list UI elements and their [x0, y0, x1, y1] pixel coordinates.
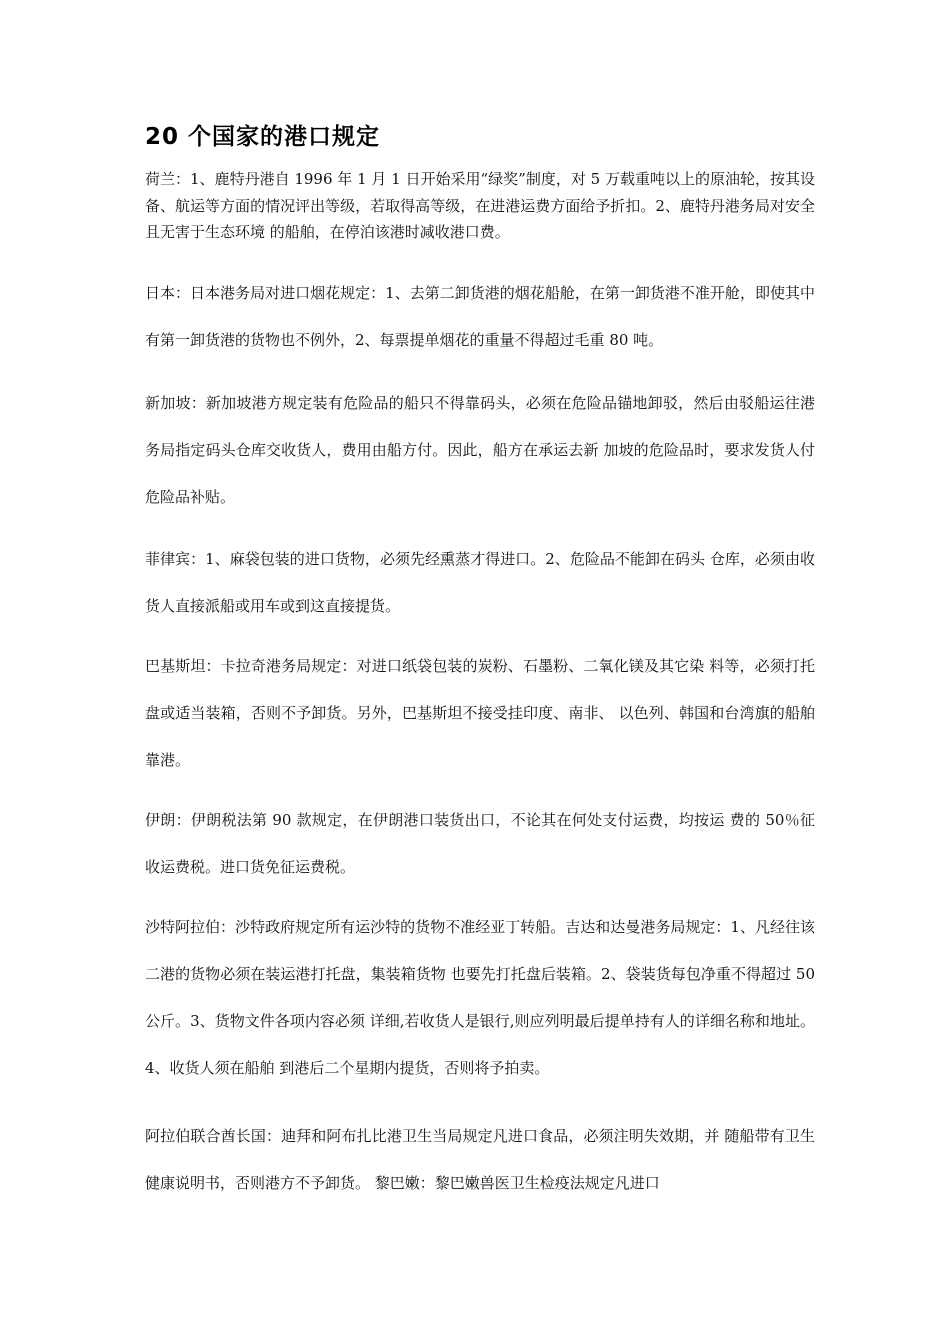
paragraph-japan: 日本：日本港务局对进口烟花规定：1、去第二卸货港的烟花船舱，在第一卸货港不准开舱，即使其中有第一卸货港的货物也不例外，2、每票提单烟花的重量不得超过毛重 80 吨。: [145, 284, 815, 349]
paragraph-iran: 伊朗：伊朗税法第 90 款规定，在伊朗港口装货出口，不论其在何处支付运费，均按运 费的 50％征收运费税。进口货免征运费税。: [145, 811, 815, 876]
paragraph-uae-lebanon: 阿拉伯联合酋长国：迪拜和阿布扎比港卫生当局规定凡进口食品，必须注明失效期，并 随船带有卫生健康说明书，否则港方不予卸货。 黎巴嫩：黎巴嫩兽医卫生检疫法规定凡进口: [145, 1127, 815, 1192]
paragraph-pakistan: 巴基斯坦：卡拉奇港务局规定：对进口纸袋包装的炭粉、石墨粉、二氧化镁及其它染 料等，必须打托盘或适当装箱，否则不予卸货。另外，巴基斯坦不接受挂印度、南非、 以色列、韩国和台湾旗的船舶靠港。: [145, 657, 815, 769]
paragraph-philippines: 菲律宾：1、麻袋包装的进口货物，必须先经熏蒸才得进口。2、危险品不能卸在码头 仓库，必须由收货人直接派船或用车或到这直接提货。: [145, 550, 815, 615]
paragraph-singapore: 新加坡：新加坡港方规定装有危险品的船只不得靠码头，必须在危险品锚地卸驳，然后由驳船运往港务局指定码头仓库交收货人，费用由船方付。因此，船方在承运去新 加坡的危险品时，要求发货人付危险品补贴。: [145, 394, 815, 506]
document-title: 20 个国家的港口规定: [145, 124, 381, 150]
paragraph-netherlands: 荷兰：1、鹿特丹港自 1996 年 1 月 1 日开始采用“绿奖”制度，对 5 万载重吨以上的原油轮，按其设备、航运等方面的情况评出等级，若取得高等级，在进港运费方面给予折扣。2、鹿特丹港务局对安全且无害于生态环境 的船舶，在停泊该港时减收港口费。: [145, 170, 815, 241]
paragraph-saudi-arabia: 沙特阿拉伯：沙特政府规定所有运沙特的货物不准经亚丁转船。吉达和达曼港务局规定：1、凡经往该二港的货物必须在装运港打托盘，集装箱货物 也要先打托盘后装箱。2、袋装货每包净重不得超过 50 公斤。3、货物文件各项内容必须 详细,若收货人是银行,则应列明最后提单持有人的详细名称和地址。4、收货人须在船舶 到港后二个星期内提货，否则将予拍卖。: [145, 918, 815, 1077]
